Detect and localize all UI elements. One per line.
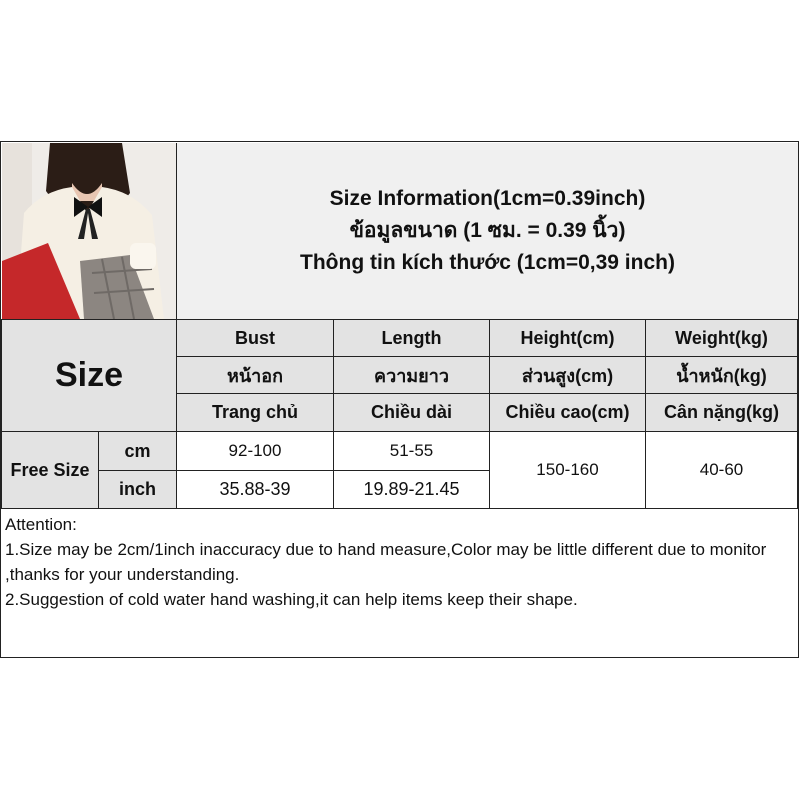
col-bust-th: หน้าอก [176, 356, 334, 394]
length-inch-value: 19.89-21.45 [333, 470, 490, 509]
unit-cm: cm [98, 431, 177, 471]
bust-cm-value: 92-100 [176, 431, 334, 471]
size-chart [0, 141, 799, 658]
height-value: 150-160 [489, 431, 646, 509]
col-length-vi: Chiều dài [333, 393, 490, 432]
col-bust-vi: Trang chủ [176, 393, 334, 432]
size-label-cell [1, 319, 177, 432]
attention-note-2: 2.Suggestion of cold water hand washing,it can help items keep their shape. [5, 590, 578, 609]
attention-title: Attention: [5, 515, 77, 534]
size-label: Size [54, 356, 124, 394]
product-photo [2, 143, 177, 319]
size-info-header [177, 143, 798, 319]
col-height-vi: Chiều cao(cm) [489, 393, 646, 432]
col-weight-vi: Cân nặng(kg) [645, 393, 798, 432]
title-vietnamese: Thông tin kích thước (1cm=0,39 inch) [300, 251, 675, 274]
free-size-label: Free Size [1, 431, 99, 509]
attention-notes [1, 509, 798, 657]
col-height-en: Height(cm) [489, 319, 646, 357]
title-english: Size Information(1cm=0.39inch) [329, 187, 646, 210]
col-length-th: ความยาว [333, 356, 490, 394]
col-weight-en: Weight(kg) [645, 319, 798, 357]
col-bust-en: Bust [176, 319, 334, 357]
bust-inch-value: 35.88-39 [176, 470, 334, 509]
size-table [1, 319, 798, 509]
unit-inch: inch [98, 470, 177, 509]
weight-value: 40-60 [645, 431, 798, 509]
length-cm-value: 51-55 [333, 431, 490, 471]
col-length-en: Length [333, 319, 490, 357]
col-weight-th: น้ำหนัก(kg) [645, 356, 798, 394]
title-thai: ข้อมูลขนาด (1 ซม. = 0.39 นิ้ว) [349, 219, 626, 242]
product-photo-graphic [2, 143, 176, 319]
attention-note-1: 1.Size may be 2cm/1inch inaccuracy due to hand measure,Color may be little different due to monitor ,thanks for your understanding. [5, 540, 767, 584]
col-height-th: ส่วนสูง(cm) [489, 356, 646, 394]
